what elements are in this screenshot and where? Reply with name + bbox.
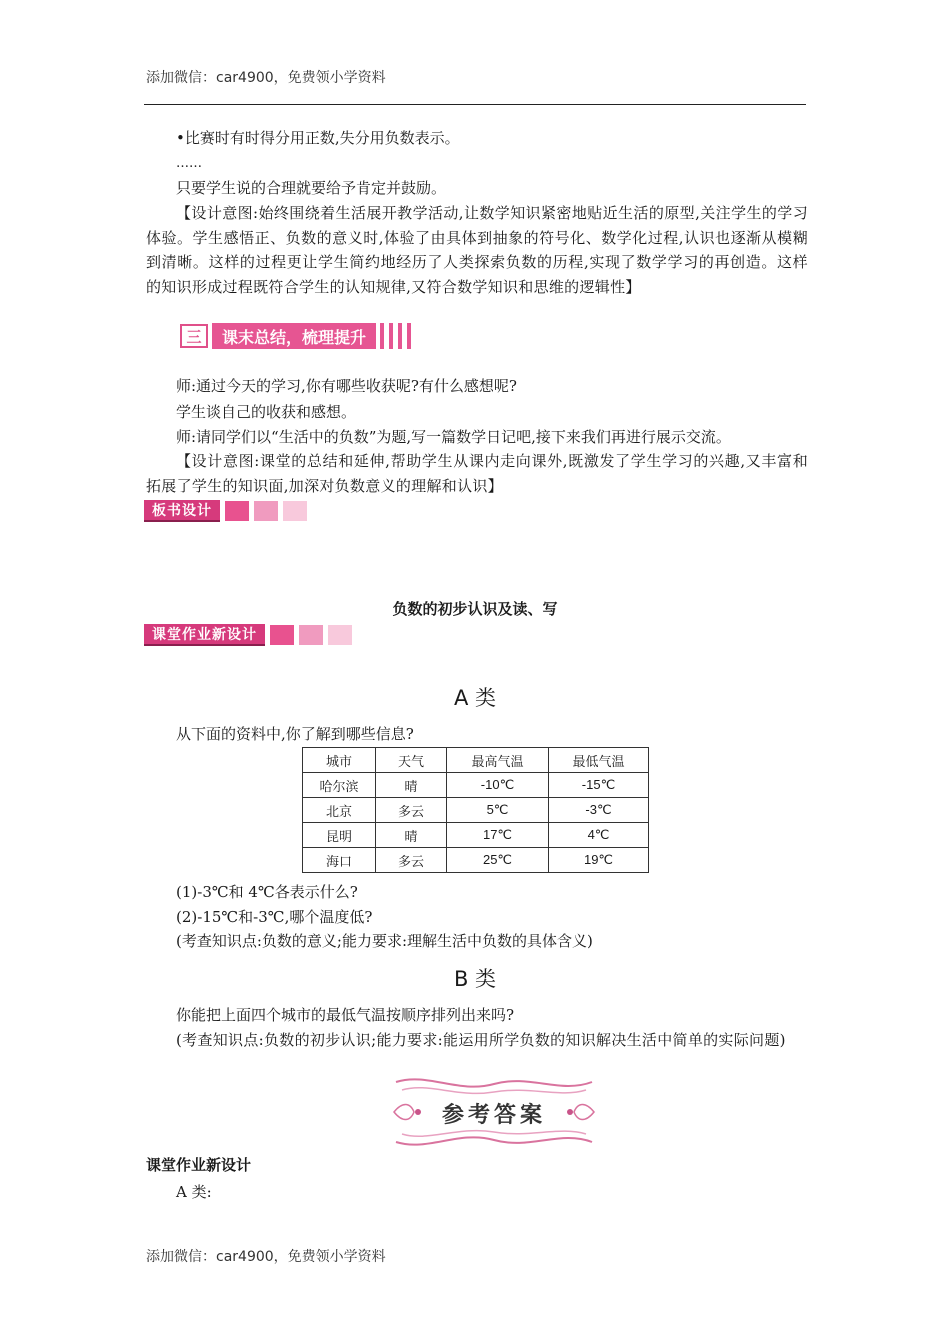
intro-ellipsis: …… bbox=[176, 156, 202, 171]
table-cell: 哈尔滨 bbox=[303, 773, 376, 798]
tag-square bbox=[225, 501, 249, 521]
answer-badge-text: 参考答案 bbox=[441, 1102, 546, 1128]
table-row bbox=[303, 823, 649, 848]
table-cell: 4℃ bbox=[549, 823, 649, 848]
part-a-q2: (2)-15℃和-3℃,哪个温度低? bbox=[176, 908, 373, 926]
table-header-cell: 城市 bbox=[303, 748, 376, 773]
homework-label: 课堂作业新设计 bbox=[144, 624, 265, 646]
table-header-cell: 最低气温 bbox=[549, 748, 649, 773]
part-b-heading: B 类 bbox=[453, 967, 497, 991]
board-design-label: 板书设计 bbox=[144, 500, 220, 522]
part-a-q1: (1)-3℃和 4℃各表示什么? bbox=[176, 883, 358, 901]
table-header-row bbox=[303, 748, 649, 773]
tag-square bbox=[270, 625, 294, 645]
design-intent-2: 【设计意图:课堂的总结和延伸,帮助学生从课内走向课外,既激发了学生学习的兴趣,又丰富和拓展了学生的知识面,加深对负数意义的理解和认识】 bbox=[146, 452, 808, 495]
table-cell: 多云 bbox=[376, 798, 447, 823]
table-cell: 晴 bbox=[376, 773, 447, 798]
page-footer: 添加微信：car4900，免费领小学资料 bbox=[146, 1249, 386, 1265]
weather-table bbox=[302, 747, 649, 873]
table-cell: 17℃ bbox=[447, 823, 549, 848]
table-cell: -10℃ bbox=[447, 773, 549, 798]
table-cell: -3℃ bbox=[549, 798, 649, 823]
part-a-note: (考查知识点:负数的意义;能力要求:理解生活中负数的具体含义) bbox=[176, 932, 593, 950]
table-cell: 25℃ bbox=[447, 848, 549, 873]
page-header: 添加微信：car4900，免费领小学资料 bbox=[146, 70, 386, 86]
header-rule bbox=[144, 104, 806, 105]
table-header-cell: 最高气温 bbox=[447, 748, 549, 773]
banner-stripes bbox=[380, 323, 416, 349]
table-cell: 19℃ bbox=[549, 848, 649, 873]
intro-bullet: •比赛时有时得分用正数,失分用负数表示。 bbox=[176, 129, 460, 147]
table-cell: 5℃ bbox=[447, 798, 549, 823]
part-b-question: 你能把上面四个城市的最低气温按顺序排列出来吗? bbox=[176, 1006, 515, 1024]
table-cell: 北京 bbox=[303, 798, 376, 823]
tag-square bbox=[254, 501, 278, 521]
tag-square bbox=[299, 625, 323, 645]
section-3-banner bbox=[180, 322, 416, 350]
answer-badge bbox=[388, 1072, 600, 1152]
tag-square bbox=[283, 501, 307, 521]
board-design-tag bbox=[144, 500, 307, 522]
table-cell: 多云 bbox=[376, 848, 447, 873]
table-row bbox=[303, 798, 649, 823]
tag-square bbox=[328, 625, 352, 645]
intro-encourage: 只要学生说的合理就要给予肯定并鼓励。 bbox=[176, 179, 447, 197]
table-cell: 晴 bbox=[376, 823, 447, 848]
table-row bbox=[303, 773, 649, 798]
table-cell: -15℃ bbox=[549, 773, 649, 798]
design-intent-1: 【设计意图:始终围绕着生活展开教学活动,让数学知识紧密地贴近生活的原型,关注学生的学习体验。学生感悟正、负数的意义时,体验了由具体到抽象的符号化、数学化过程,认识也逐渐从模糊到清晰。这样的过程更让学生简约地经历了人类探索负数的历程,实现了数学学习的再创造。这样的知识形成过程既符合学生的认知规律,又符合数学知识和思维的逻辑性】 bbox=[146, 204, 808, 296]
homework-tag bbox=[144, 624, 352, 646]
section-number: 三 bbox=[180, 324, 208, 348]
table-header-cell: 天气 bbox=[376, 748, 447, 773]
section-title: 课末总结，梳理提升 bbox=[212, 323, 376, 349]
table-cell: 昆明 bbox=[303, 823, 376, 848]
teacher-task: 师:请同学们以“生活中的负数”为题,写一篇数学日记吧,接下来我们再进行展示交流。 bbox=[176, 428, 731, 446]
student-response: 学生谈自己的收获和感想。 bbox=[176, 403, 357, 421]
answers-section-title: 课堂作业新设计 bbox=[146, 1156, 252, 1174]
teacher-question: 师:通过今天的学习,你有哪些收获呢?有什么感想呢? bbox=[176, 377, 517, 395]
answers-a-label: A 类: bbox=[176, 1183, 212, 1201]
board-title: 负数的初步认识及读、写 bbox=[392, 600, 558, 618]
table-row bbox=[303, 848, 649, 873]
part-a-question: 从下面的资料中,你了解到哪些信息? bbox=[176, 725, 414, 743]
part-b-note: (考查知识点:负数的初步认识;能力要求:能运用所学负数的知识解决生活中简单的实际问题) bbox=[176, 1031, 786, 1049]
part-a-heading: A 类 bbox=[453, 686, 497, 710]
table-cell: 海口 bbox=[303, 848, 376, 873]
